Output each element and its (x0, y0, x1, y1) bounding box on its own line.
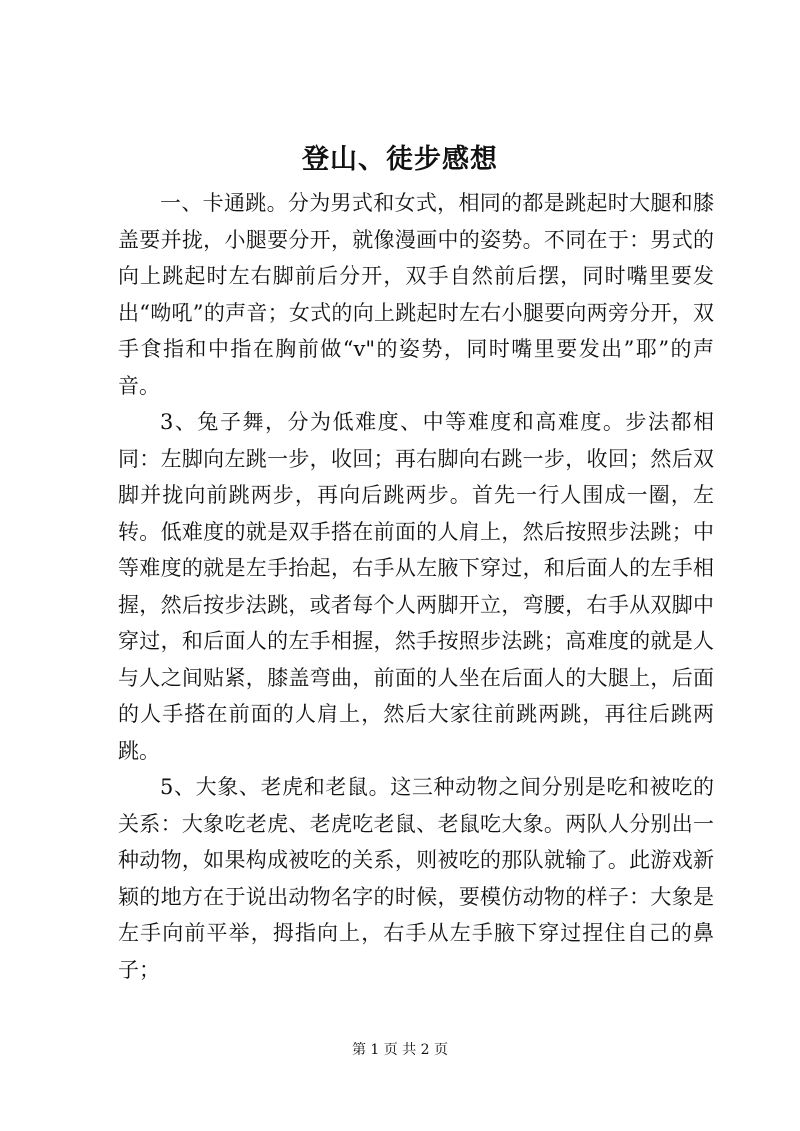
paragraph-bunny-dance: 3、兔子舞，分为低难度、中等难度和高难度。步法都相同：左脚向左跳一步，收回；再右脚向右跳一步，收回；然后双脚并拢向前跳两步，再向后跳两步。首先一行人围成一圈，左转。低难度的就是双手搭在前面的人肩上，然后按照步法跳；中等难度的就是左手抬起，右手从左腋下穿过，和后面人的左手相握，然后按步法跳，或者每个人两脚开立，弯腰，右手从双脚中穿过，和后面人的左手相握，然手按照步法跳；高难度的就是人与人之间贴紧，膝盖弯曲，前面的人坐在后面人的大腿上，后面的人手搭在前面的人肩上，然后大家往前跳两跳，再往后跳两跳。 (118, 410, 714, 763)
document-body (118, 185, 714, 988)
page-footer: 第 1 页 共 2 页 (351, 1042, 449, 1058)
page-title: 登山、徒步感想 (302, 144, 498, 175)
paragraph-cartoon-jump: 一、卡通跳。分为男式和女式，相同的都是跳起时大腿和膝盖要并拢，小腿要分开，就像漫画中的姿势。不同在于：男式的向上跳起时左右脚前后分开，双手自然前后摆，同时嘴里要发出“呦吼”的声音；女式的向上跳起时左右小腿要向两旁分开，双手食指和中指在胸前做“v"的姿势，同时嘴里要发出”耶”的声音。 (118, 191, 714, 398)
paragraph-elephant-tiger-mouse: 5、大象、老虎和老鼠。这三种动物之间分别是吃和被吃的关系：大象吃老虎、老虎吃老鼠、老鼠吃大象。两队人分别出一种动物，如果构成被吃的关系，则被吃的那队就输了。此游戏新颖的地方在于说出动物名字的时候，要模仿动物的样子：大象是左手向前平举，拇指向上，右手从左手腋下穿过捏住自己的鼻子； (118, 775, 714, 982)
